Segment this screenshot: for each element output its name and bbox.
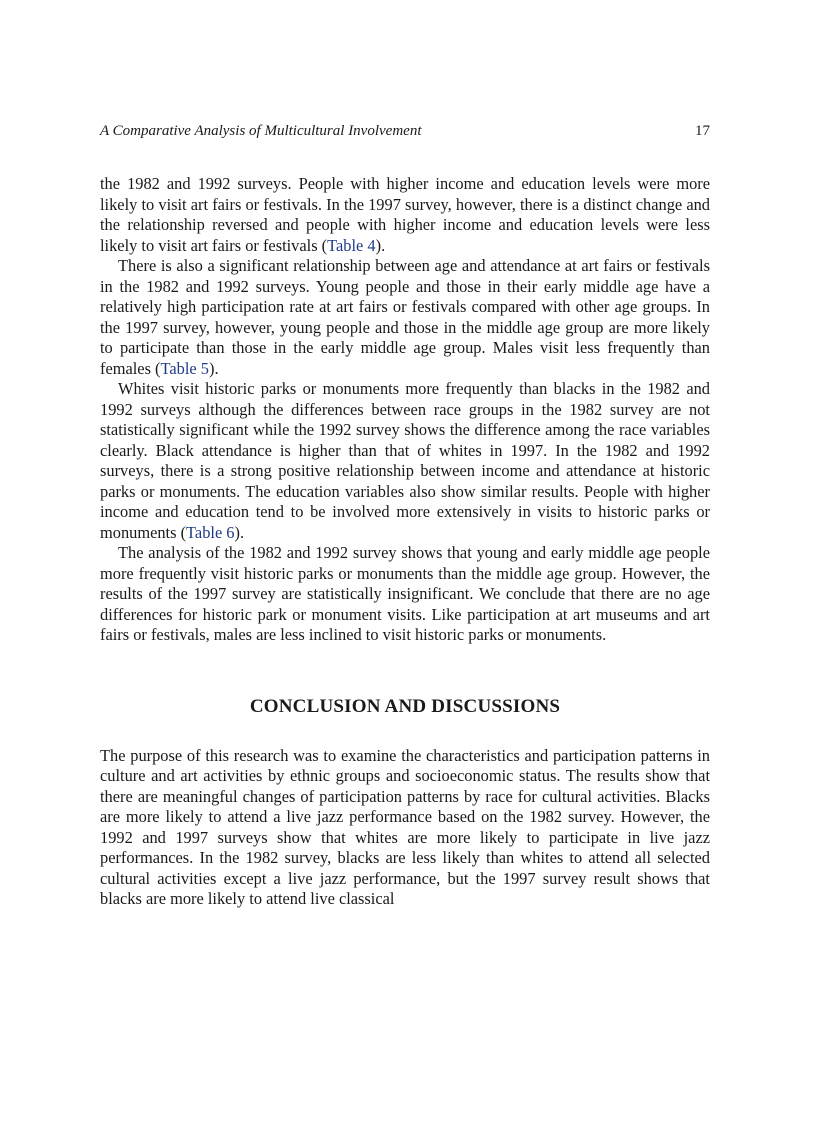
- running-head: [100, 122, 710, 140]
- paragraph-3: [100, 379, 710, 543]
- running-title: A Comparative Analysis of Multicultural Involvement: [100, 123, 422, 139]
- paragraph-3-text: Whites visit historic parks or monuments more frequently than blacks in the 1982 and 1992 surveys although the differences between race groups in the 1982 survey are not statistically significant while the 1992 survey shows the difference among the race variables clearly. Black attendance is higher than that of whites in 1997. In the 1982 and 1992 surveys, there is a strong positive relationship between income and attendance at historic parks or monuments. The education variables also show similar results. People with higher income and education tend to be involved more extensively in visits to historic parks or monuments (: [100, 379, 710, 542]
- conclusion-paragraph: The purpose of this research was to examine the characteristics and participation patterns in culture and art activities by ethnic groups and socioeconomic status. The results show that there are meaningful changes of participation patterns by race for cultural activities. Blacks are more likely to attend a live jazz performance based on the 1982 survey. However, the 1992 and 1997 surveys show that whites are more likely to participate in live jazz performances. In the 1982 survey, blacks are less likely than whites to attend all selected cultural activities except a live jazz performance, but the 1997 survey result shows that blacks are more likely to attend live classical: [100, 745, 710, 908]
- paragraph-4: The analysis of the 1982 and 1992 survey shows that young and early middle age people more frequently visit historic parks or monuments than the middle age group. However, the results of the 1997 survey are statistically insignificant. We conclude that there are no age differences for historic park or monument visits. Like participation at art museums and art fairs or festivals, males are less inclined to visit historic parks or monuments.: [100, 543, 710, 644]
- paragraph-2-text: There is also a significant relationship between age and attendance at art fairs or festivals in the 1982 and 1992 surveys. Young people and those in their early middle age have a relatively high participation rate at art fairs or festivals compared with other age groups. In the 1997 survey, however, young people and those in the middle age group are more likely to participate than those in the early middle age group. Males visit less frequently than females (: [100, 256, 710, 378]
- table-5-link[interactable]: Table 5: [160, 358, 209, 378]
- table-4-link[interactable]: Table 4: [327, 235, 376, 255]
- table-6-link[interactable]: Table 6: [186, 522, 235, 542]
- paragraph-1-end: ).: [375, 235, 386, 255]
- paragraph-2: [100, 256, 710, 379]
- paragraph-2-end: ).: [209, 358, 219, 378]
- paragraph-1: [100, 174, 710, 256]
- page-number: 17: [695, 123, 710, 139]
- paragraph-1-text: the 1982 and 1992 surveys. People with higher income and education levels were more likely to visit art fairs or festivals. In the 1997 survey, however, there is a distinct change and the relationship reversed and people with higher income and education levels were less likely to visit art fairs or festivals (: [100, 174, 710, 255]
- paragraph-3-end: ).: [234, 522, 245, 542]
- body-text: [100, 174, 710, 910]
- section-heading: CONCLUSION AND DISCUSSIONS: [249, 695, 561, 717]
